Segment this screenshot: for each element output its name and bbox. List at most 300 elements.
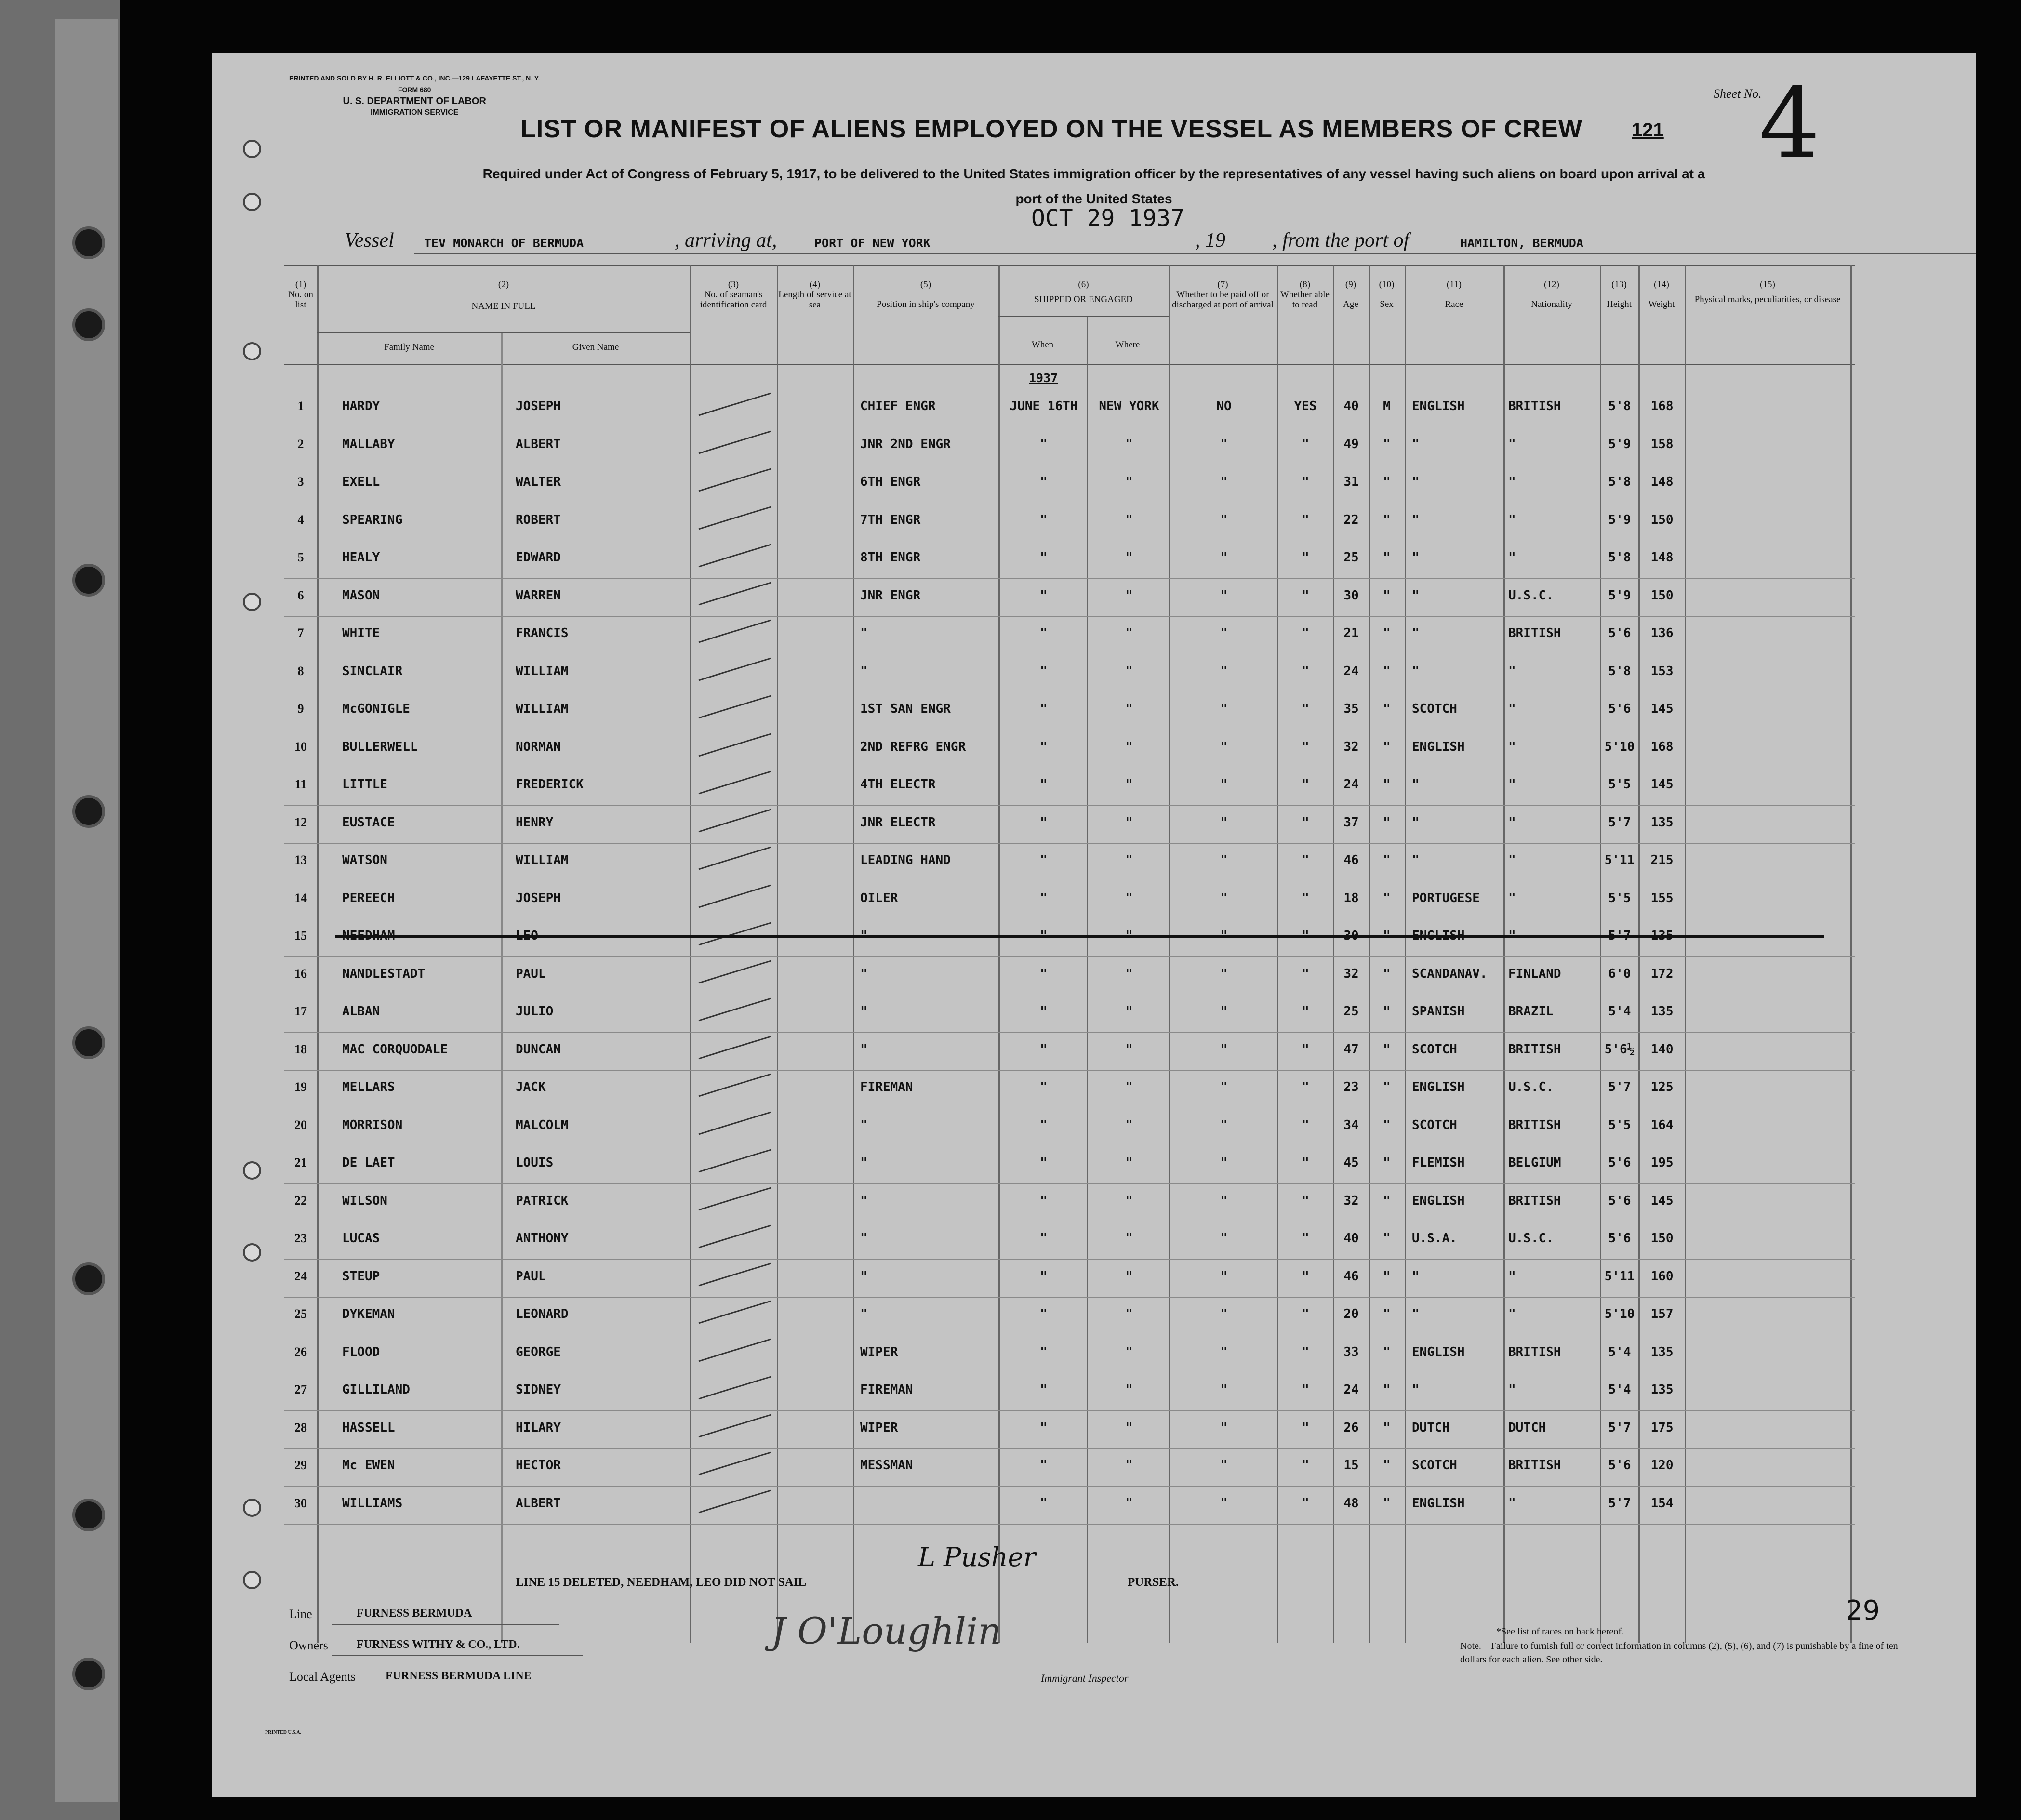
cell-age: 24 [1343,777,1359,792]
table-row [212,1374,1976,1411]
cell-sex: " [1383,1269,1391,1284]
cell-family: PEREECH [342,890,395,905]
row-rule [284,1448,1855,1449]
col-title: Position in ship's company [877,299,975,309]
table-row [212,693,1976,731]
cell-where: " [1125,475,1133,489]
cell-given: ALBERT [516,437,561,452]
binder-hole [72,1026,105,1059]
cell-where: " [1125,1042,1133,1057]
cell-position: " [860,1231,868,1246]
cell-given: HENRY [516,815,554,830]
cell-family: SINCLAIR [342,664,403,678]
cell-paid: " [1220,1231,1228,1246]
cell-position: LEADING HAND [860,853,951,867]
cell-given: PAUL [516,966,546,981]
cell-race: ENGLISH [1412,739,1465,754]
cell-weight: 195 [1650,1156,1674,1170]
cell-height: 5'9 [1608,437,1631,452]
cell-height: 5'6½ [1604,1042,1635,1057]
cell-weight: 215 [1650,853,1674,867]
cell-read: " [1302,1496,1309,1511]
cell-age: 33 [1343,1344,1359,1359]
cell-when: " [1040,1458,1048,1473]
cell-weight: 135 [1650,1344,1674,1359]
cell-no: 29 [294,1458,307,1472]
agents-label: Local Agents [289,1670,356,1684]
cell-sex: M [1383,399,1391,413]
table-row [212,466,1976,504]
line-underline [332,1624,559,1625]
cell-given: SIDNEY [516,1382,561,1397]
cell-read: " [1302,777,1309,792]
cell-position: " [860,1117,868,1132]
cell-where: " [1125,966,1133,981]
cell-given: WILLIAM [516,702,569,716]
page-count: 29 [1846,1595,1880,1626]
cell-when: " [1040,1307,1048,1321]
cell-family: DYKEMAN [342,1307,395,1321]
cell-race: ENGLISH [1412,399,1465,413]
table-row [212,1298,1976,1336]
cell-no: 19 [294,1080,307,1094]
cell-race: " [1412,664,1420,678]
cell-position: " [860,1042,868,1057]
cell-age: 37 [1343,815,1359,830]
cell-read: " [1302,1156,1309,1170]
col-title: Age [1343,299,1358,309]
cell-sex: " [1383,1344,1391,1359]
cell-read: " [1302,853,1309,867]
cell-race: " [1412,853,1420,867]
family-name-header: Family Name [384,342,434,352]
header-bottom-rule [284,364,1855,365]
cell-where: " [1125,1117,1133,1132]
cell-sex: " [1383,664,1391,678]
cell-race: SCOTCH [1412,1458,1457,1473]
cell-read: " [1302,1117,1309,1132]
vessel-label: Vessel [345,229,394,252]
cell-position: WIPER [860,1420,898,1435]
cell-age: 31 [1343,475,1359,489]
cell-paid: " [1220,702,1228,716]
cell-nationality: " [1508,853,1516,867]
cell-age: 18 [1343,890,1359,905]
cell-height: 5'8 [1608,399,1631,413]
col-title: Whether to be paid off or discharged at port of arrival [1172,290,1274,310]
cell-where: " [1125,739,1133,754]
arrival-port: PORT OF NEW YORK [814,236,931,250]
cell-family: BULLERWELL [342,739,418,754]
table-row [212,731,1976,769]
cell-nationality: " [1508,512,1516,527]
cell-weight: 145 [1650,1193,1674,1208]
cell-when: " [1040,1231,1048,1246]
cell-age: 30 [1343,588,1359,603]
cell-race: SCOTCH [1412,702,1457,716]
cell-paid: " [1220,853,1228,867]
col9-header [1333,279,1369,309]
cell-height: 5'7 [1608,815,1631,830]
card-tick-mark [694,1071,776,1100]
cell-height: 5'8 [1608,475,1631,489]
cell-height: 5'11 [1604,853,1635,867]
cell-sex: " [1383,1042,1391,1057]
cell-age: 23 [1343,1080,1359,1094]
owners-underline [332,1655,583,1656]
cell-weight: 157 [1650,1307,1674,1321]
card-tick-mark [694,617,776,646]
table-row [212,1147,1976,1184]
card-tick-mark [694,580,776,609]
cell-position: " [860,626,868,640]
cell-given: WILLIAM [516,853,569,867]
cell-height: 5'6 [1608,702,1631,716]
cell-height: 5'6 [1608,1458,1631,1473]
cell-when: " [1040,702,1048,716]
col-title: Length of service at sea [778,290,851,310]
col-number: (9) [1345,279,1356,290]
cell-no: 21 [294,1156,307,1169]
cell-read: " [1302,739,1309,754]
cell-no: 26 [294,1344,307,1359]
cell-position: " [860,1307,868,1321]
cell-paid: " [1220,739,1228,754]
cell-paid: " [1220,1156,1228,1170]
cell-read: " [1302,1382,1309,1397]
cell-family: LITTLE [342,777,387,792]
cell-height: 5'11 [1604,1269,1635,1284]
deletion-strike-line [335,935,1824,938]
table-row [212,1261,1976,1298]
union-label: PRINTED U.S.A. [265,1730,302,1735]
purser-signature: L Pusher [918,1542,1036,1572]
cell-family: EUSTACE [342,815,395,830]
cell-height: 5'6 [1608,1156,1631,1170]
cell-sex: " [1383,1420,1391,1435]
cell-where: " [1125,1231,1133,1246]
cell-where: " [1125,626,1133,640]
cell-read: " [1302,890,1309,905]
cell-weight: 136 [1650,626,1674,640]
cell-weight: 120 [1650,1458,1674,1473]
cell-position: JNR 2ND ENGR [860,437,951,452]
binder-strip [0,0,120,1820]
cell-sex: " [1383,1080,1391,1094]
cell-nationality: U.S.C. [1508,1231,1554,1246]
cell-nationality: BRITISH [1508,399,1561,413]
given-name-header: Given Name [572,342,619,352]
binder-hole [72,308,105,341]
cell-race: ENGLISH [1412,1080,1465,1094]
cell-weight: 172 [1650,966,1674,981]
card-tick-mark [694,466,776,495]
cell-position: " [860,966,868,981]
cell-age: 48 [1343,1496,1359,1511]
cell-read: " [1302,664,1309,678]
cell-where: " [1125,702,1133,716]
cell-sex: " [1383,815,1391,830]
cell-nationality: BRITISH [1508,1042,1561,1057]
row-rule [284,956,1855,957]
card-tick-mark [694,769,776,797]
vessel-underline [414,253,1976,254]
col-number: (13) [1611,279,1627,290]
card-tick-mark [694,390,776,419]
col-number: (14) [1654,279,1669,290]
cell-position: CHIEF ENGR [860,399,936,413]
cell-nationality: " [1508,1382,1516,1397]
cell-family: MAC CORQUODALE [342,1042,448,1057]
cell-sex: " [1383,1004,1391,1019]
table-row [212,958,1976,996]
cell-when: " [1040,588,1048,603]
cell-race: U.S.A. [1412,1231,1457,1246]
cell-read: " [1302,1193,1309,1208]
binder-edge [55,19,118,1802]
col-title: Height [1607,299,1632,309]
cell-weight: 148 [1650,550,1674,565]
cell-weight: 153 [1650,664,1674,678]
agents-value: FURNESS BERMUDA LINE [386,1670,532,1682]
cell-nationality: BRITISH [1508,1117,1561,1132]
cell-no: 8 [297,664,304,678]
cell-height: 5'9 [1608,512,1631,527]
cell-paid: " [1220,1004,1228,1019]
cell-paid: " [1220,1269,1228,1284]
cell-paid: " [1220,588,1228,603]
cell-paid: " [1220,1344,1228,1359]
card-tick-mark [694,1412,776,1441]
cell-family: HASSELL [342,1420,395,1435]
card-tick-mark [694,542,776,571]
cell-sex: " [1383,437,1391,452]
card-tick-mark [694,1261,776,1289]
cell-position: OILER [860,890,898,905]
deletion-note: LINE 15 DELETED, NEEDHAM, LEO DID NOT SAIL [516,1576,807,1589]
cell-age: 35 [1343,702,1359,716]
table-row [212,1109,1976,1147]
cell-paid: " [1220,890,1228,905]
inspector-label: Immigrant Inspector [1041,1672,1129,1684]
binder-hole [72,1658,105,1690]
col-number: (6) [1078,279,1089,290]
cell-family: WHITE [342,626,380,640]
arriving-label: , arriving at, [675,229,777,252]
cell-height: 5'6 [1608,1231,1631,1246]
col-title: Whether able to read [1280,290,1330,310]
cell-read: " [1302,966,1309,981]
row-rule [284,1032,1855,1033]
table-row [212,920,1976,957]
col-number: (5) [920,279,931,290]
cell-sex: " [1383,1231,1391,1246]
cell-weight: 150 [1650,512,1674,527]
col-number: (8) [1299,279,1311,290]
card-tick-mark [694,1147,776,1176]
cell-age: 22 [1343,512,1359,527]
cell-given: WARREN [516,588,561,603]
cell-height: 5'9 [1608,588,1631,603]
cell-family: WATSON [342,853,387,867]
cell-age: 32 [1343,739,1359,754]
col-number: (1) [295,279,306,290]
cell-weight: 135 [1650,1382,1674,1397]
cell-race: ENGLISH [1412,1496,1465,1511]
cell-where: " [1125,777,1133,792]
cell-when: " [1040,890,1048,905]
where-header: Where [1115,340,1140,350]
sheet-number: 4 [1759,67,1821,180]
cell-given: WALTER [516,475,561,489]
card-tick-mark [694,807,776,836]
cell-no: 9 [297,702,304,716]
cell-no: 17 [294,1004,307,1018]
table-row [212,769,1976,806]
page-subtitle: Required under Act of Congress of February 5, 1917, to be delivered to the United States immigration officer by the representatives of any vessel having such aliens on board upon arrival at a port of the United States [482,166,1705,206]
cell-age: 32 [1343,1193,1359,1208]
col-title: Nationality [1531,299,1572,309]
table-row [212,844,1976,882]
cell-no: 2 [297,437,304,451]
cell-race: PORTUGESE [1412,890,1480,905]
cell-no: 14 [294,890,307,905]
card-tick-mark [694,958,776,987]
cell-height: 5'5 [1608,777,1631,792]
col-number: (15) [1760,279,1775,290]
cell-paid: " [1220,777,1228,792]
cell-given: JACK [516,1080,546,1094]
cell-family: DE LAET [342,1156,395,1170]
cell-when: " [1040,966,1048,981]
cell-when: " [1040,815,1048,830]
col-title: Physical marks, peculiarities, or disease [1694,294,1841,305]
cell-nationality: U.S.C. [1508,1080,1554,1094]
cell-read: " [1302,1042,1309,1057]
cell-sex: " [1383,853,1391,867]
card-tick-mark [694,693,776,722]
cell-position: 6TH ENGR [860,475,921,489]
cell-where: " [1125,1307,1133,1321]
cell-no: 12 [294,815,307,829]
cell-no: 23 [294,1231,307,1245]
cell-family: WILLIAMS [342,1496,403,1511]
cell-given: HECTOR [516,1458,561,1473]
binder-hole [72,226,105,259]
punch-ring [243,140,261,158]
cell-position: 8TH ENGR [860,550,921,565]
cell-family: HARDY [342,399,380,413]
row-rule [284,1259,1855,1260]
cell-weight: 155 [1650,890,1674,905]
col-number: (12) [1544,279,1559,290]
cell-race: " [1412,1382,1420,1397]
form-line: FORM 680 [398,86,431,93]
cell-height: 5'8 [1608,664,1631,678]
row-rule [284,616,1855,617]
cell-when: " [1040,1080,1048,1094]
cell-when: " [1040,550,1048,565]
cell-race: " [1412,1307,1420,1321]
col4-header [777,279,853,310]
cell-where: " [1125,512,1133,527]
cell-family: MASON [342,588,380,603]
row-rule [284,1486,1855,1487]
cell-read: " [1302,1269,1309,1284]
cell-read: " [1302,1307,1309,1321]
cell-when: " [1040,1156,1048,1170]
cell-position: FIREMAN [860,1382,913,1397]
cell-weight: 145 [1650,702,1674,716]
cell-given: HILARY [516,1420,561,1435]
cell-family: GILLILAND [342,1382,410,1397]
col1-header [284,279,317,310]
date-stamp: OCT 29 1937 [1031,205,1184,232]
cell-where: " [1125,437,1133,452]
cell-paid: " [1220,664,1228,678]
cell-race: " [1412,588,1420,603]
table-row [212,807,1976,844]
cell-position: 7TH ENGR [860,512,921,527]
cell-when: JUNE 16TH [1010,399,1078,413]
cell-age: 40 [1343,399,1359,413]
cell-age: 46 [1343,853,1359,867]
cell-no: 16 [294,966,307,981]
cell-height: 5'10 [1604,1307,1635,1321]
cell-weight: 140 [1650,1042,1674,1057]
cell-given: ROBERT [516,512,561,527]
cell-paid: " [1220,437,1228,452]
cell-position: MESSMAN [860,1458,913,1473]
cell-nationality: " [1508,815,1516,830]
cell-when: " [1040,1420,1048,1435]
cell-when: " [1040,475,1048,489]
cell-family: WILSON [342,1193,387,1208]
cell-read: " [1302,626,1309,640]
year-heading: 1937 [1029,371,1058,385]
cell-where: " [1125,1420,1133,1435]
cell-family: HEALY [342,550,380,565]
cell-where: " [1125,1193,1133,1208]
shipped-subrule [998,316,1169,317]
cell-age: 24 [1343,664,1359,678]
cell-sex: " [1383,1117,1391,1132]
form-number: 121 [1632,120,1664,141]
col10-header [1369,279,1405,309]
table-row [212,882,1976,920]
cell-given: MALCOLM [516,1117,569,1132]
cell-family: Mc EWEN [342,1458,395,1473]
cell-age: 26 [1343,1420,1359,1435]
cell-when: " [1040,1117,1048,1132]
cell-sex: " [1383,1156,1391,1170]
cell-no: 6 [297,588,304,602]
cell-paid: NO [1216,399,1232,413]
cell-sex: " [1383,1307,1391,1321]
cell-read: " [1302,1420,1309,1435]
cell-position: 4TH ELECTR [860,777,936,792]
binder-hole [72,564,105,597]
fine-note: Note.—Failure to furnish full or correct information in columns (2), (5), (6), and (7) is punishable by a fine of ten dollars for each alien. See other side. [1460,1641,1898,1665]
card-tick-mark [694,1109,776,1138]
cell-nationality: BRITISH [1508,1193,1561,1208]
row-rule [284,1297,1855,1298]
cell-nationality: " [1508,664,1516,678]
cell-when: " [1040,1004,1048,1019]
cell-given: ALBERT [516,1496,561,1511]
cell-given: LOUIS [516,1156,554,1170]
cell-race: " [1412,1269,1420,1284]
